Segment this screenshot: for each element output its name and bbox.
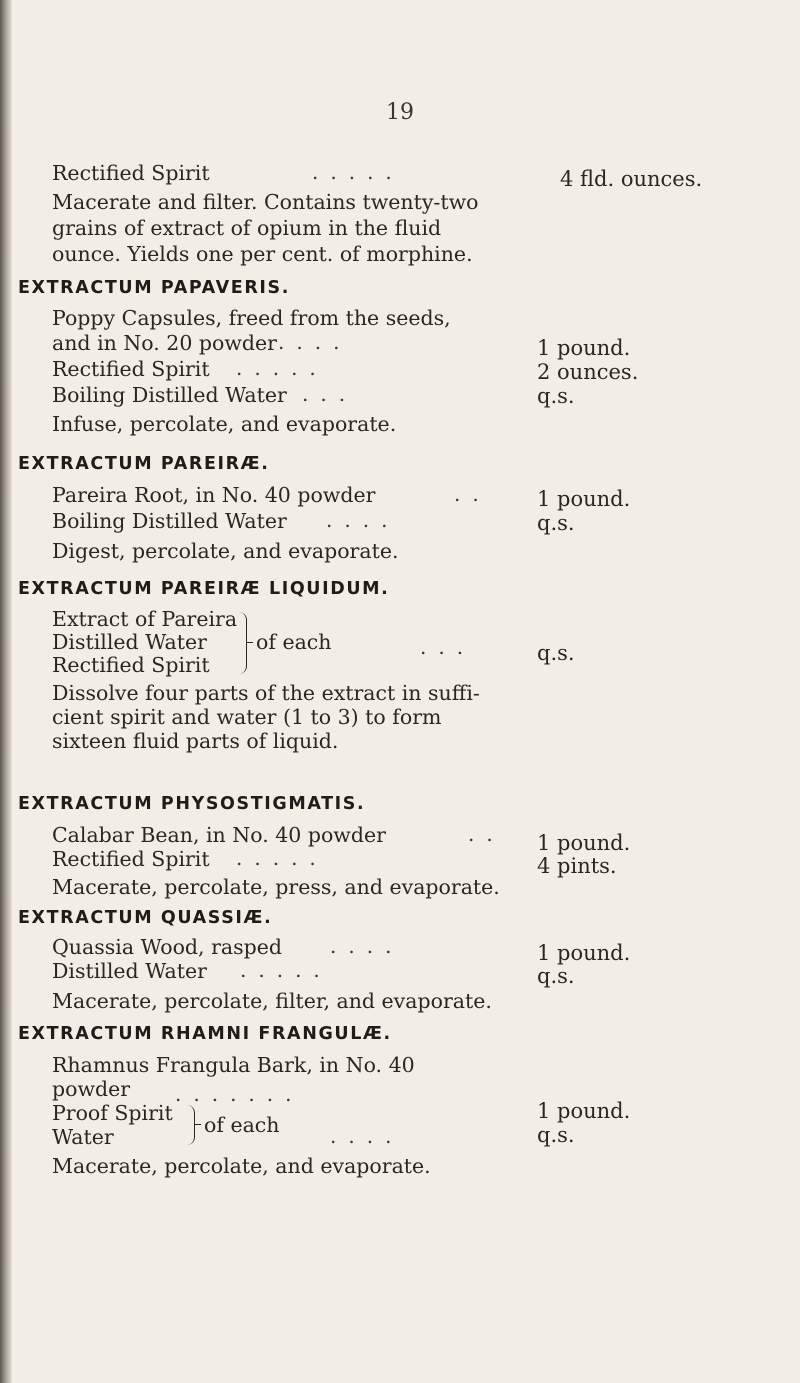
dot-leader: .......	[175, 1082, 304, 1106]
dot-leader: .....	[236, 356, 328, 380]
dot-leader: .....	[236, 846, 328, 870]
quantity: 1 pound.	[537, 336, 631, 360]
section-title: EXTRACTUM PAPAVERIS.	[18, 278, 290, 298]
quantity: q.s.	[537, 1123, 575, 1147]
instruction-line: Macerate, percolate, press, and evaporate.	[52, 875, 500, 899]
quantity: q.s.	[537, 511, 575, 535]
ingredient-line: Poppy Capsules, freed from the seeds,	[52, 306, 451, 330]
instruction-line: sixteen fluid parts of liquid.	[52, 729, 339, 753]
quantity: q.s.	[537, 641, 575, 665]
note-line: ounce. Yields one per cent. of morphine.	[52, 242, 473, 266]
page-binding-edge	[0, 0, 12, 1383]
ingredient-line: Rhamnus Frangula Bark, in No. 40	[52, 1053, 415, 1077]
ingredient-line: Pareira Root, in No. 40 powder	[52, 483, 376, 507]
ingredient-line: Quassia Wood, rasped	[52, 935, 283, 959]
quantity: 1 pound.	[537, 831, 631, 855]
page-number: 19	[386, 100, 414, 125]
brace	[238, 612, 247, 674]
ingredient-line: Boiling Distilled Water	[52, 509, 287, 533]
shared-quantity-label: of each	[256, 630, 332, 654]
ingredient-line: Water	[52, 1125, 114, 1149]
ingredient-line: and in No. 20 powder	[52, 331, 277, 355]
instruction-line: cient spirit and water (1 to 3) to form	[52, 705, 442, 729]
dot-leader: ....	[278, 330, 352, 354]
section-title: EXTRACTUM QUASSIÆ.	[18, 908, 273, 928]
dot-leader: ....	[330, 934, 404, 958]
ingredient-label: Rectified Spirit	[52, 161, 210, 185]
dot-leader: .....	[312, 160, 404, 184]
quantity: 1 pound.	[537, 1099, 631, 1123]
note-line: Macerate and filter. Contains twenty-two	[52, 190, 479, 214]
quantity: q.s.	[537, 384, 575, 408]
quantity: 1 pound.	[537, 487, 631, 511]
ingredient-line: Calabar Bean, in No. 40 powder	[52, 823, 386, 847]
quantity: 2 ounces.	[537, 360, 639, 384]
dot-leader: ..	[454, 482, 491, 506]
dot-leader: ..	[468, 822, 505, 846]
instruction-line: Dissolve four parts of the extract in suffi-	[52, 681, 480, 705]
section-title: EXTRACTUM PHYSOSTIGMATIS.	[18, 794, 366, 814]
ingredient-line: Distilled Water	[52, 959, 207, 983]
dot-leader: ....	[326, 508, 400, 532]
ingredient-line: Rectified Spirit	[52, 653, 210, 677]
brace-tip	[247, 642, 253, 643]
ingredient-line: Proof Spirit	[52, 1101, 173, 1125]
instruction-line: Infuse, percolate, and evaporate.	[52, 412, 397, 436]
instruction-line: Macerate, percolate, filter, and evaporate.	[52, 989, 492, 1013]
quantity: q.s.	[537, 964, 575, 988]
quantity: 4 fld. ounces.	[560, 167, 703, 191]
dot-leader: ....	[330, 1124, 404, 1148]
ingredient-line: powder	[52, 1077, 131, 1101]
shared-quantity-label: of each	[204, 1113, 280, 1137]
section-title: EXTRACTUM PAREIRÆ LIQUIDUM.	[18, 579, 390, 599]
quantity: 4 pints.	[537, 854, 617, 878]
ingredient-line: Rectified Spirit	[52, 357, 210, 381]
quantity: 1 pound.	[537, 941, 631, 965]
dot-leader: ...	[302, 382, 358, 406]
ingredient-line: Rectified Spirit	[52, 847, 210, 871]
dot-leader: .....	[240, 958, 332, 982]
section-title: EXTRACTUM RHAMNI FRANGULÆ.	[18, 1024, 392, 1044]
brace	[186, 1105, 195, 1145]
note-line: grains of extract of opium in the fluid	[52, 216, 442, 240]
section-title: EXTRACTUM PAREIRÆ.	[18, 454, 270, 474]
ingredient-line: Boiling Distilled Water	[52, 383, 287, 407]
dot-leader: ...	[420, 635, 476, 659]
instruction-line: Macerate, percolate, and evaporate.	[52, 1154, 431, 1178]
ingredient-line: Extract of Pareira	[52, 607, 238, 631]
instruction-line: Digest, percolate, and evaporate.	[52, 539, 399, 563]
ingredient-line: Distilled Water	[52, 630, 207, 654]
brace-tip	[195, 1124, 201, 1125]
